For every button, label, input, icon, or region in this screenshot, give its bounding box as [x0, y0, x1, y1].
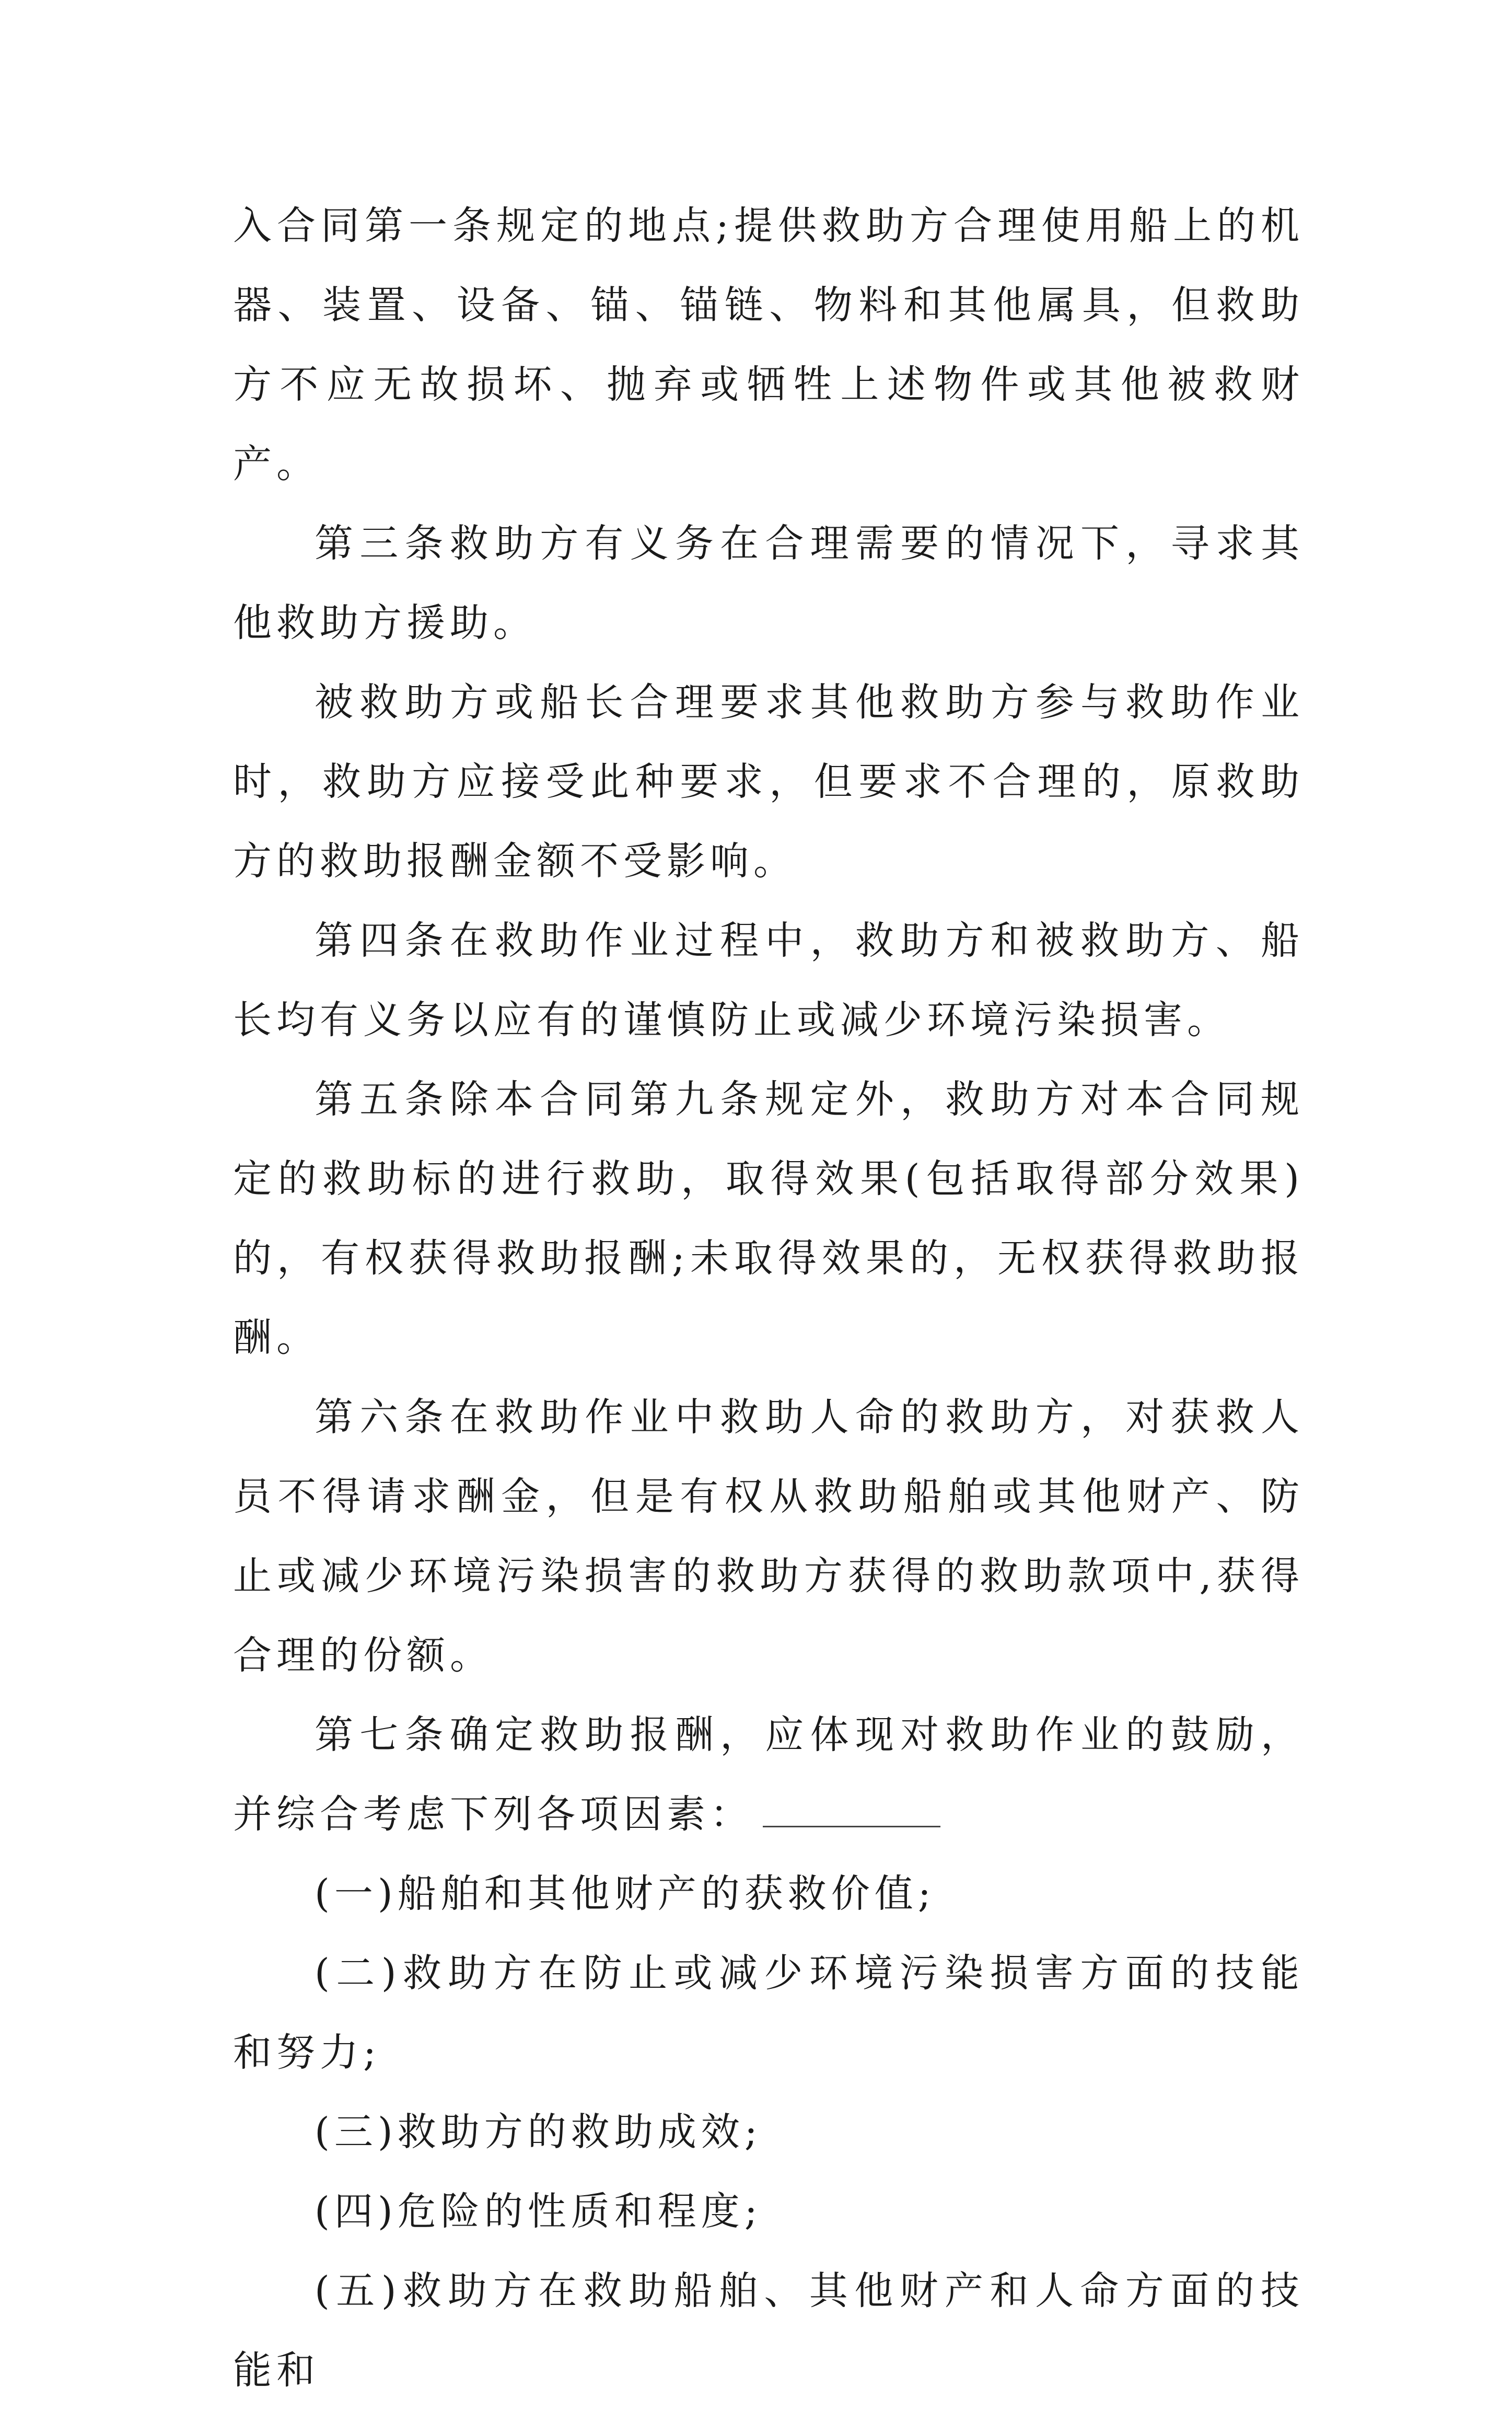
- paragraph-article-3: 第三条救助方有义务在合理需要的情况下，寻求其他救助方援助。: [233, 521, 1304, 645]
- paragraph-article-4: 第四条在救助作业过程中，救助方和被救助方、船长均有义务以应有的谨慎防止或减少环境污染损害。: [233, 918, 1304, 1042]
- paragraph-article-5: 第五条除本合同第九条规定外，救助方对本合同规定的救助标的进行救助，取得效果(包括取得部分效果)的，有权获得救助报酬;未取得效果的，无权获得救助报酬。: [233, 1077, 1304, 1360]
- paragraph-article-7: [233, 1695, 1304, 1854]
- list-item-1: (一)船舶和其他财产的获救价值;: [315, 1871, 936, 1916]
- article-7-text: 第七条确定救助报酬，应体现对救助作业的鼓励，并综合考虑下列各项因素：: [233, 1712, 1304, 1837]
- list-item-3: (三)救助方的救助成效;: [315, 2110, 762, 2154]
- list-item-2: (二)救助方在防止或减少环境污染损害方面的技能和努力;: [233, 1951, 1304, 2075]
- list-item-4: (四)危险的性质和程度;: [315, 2189, 762, 2234]
- paragraph-continuation: 入合同第一条规定的地点;提供救助方合理使用船上的机器、装置、设备、锚、锚链、物料和其他属具，但救助方不应无故损坏、抛弃或牺牲上述物件或其他被救财产。: [233, 203, 1304, 486]
- paragraph-article-6: 第六条在救助作业中救助人命的救助方，对获救人员不得请求酬金，但是有权从救助船舶或其他财产、防止或减少环境污染损害的救助方获得的救助款项中,获得合理的份额。: [233, 1395, 1304, 1678]
- list-item-5: (五)救助方在救助船舶、其他财产和人命方面的技能和: [233, 2268, 1304, 2393]
- contract-text: [233, 186, 1304, 2410]
- fill-in-blank[interactable]: [763, 1825, 940, 1827]
- paragraph-article-3-cont: 被救助方或船长合理要求其他救助方参与救助作业时，救助方应接受此种要求，但要求不合理的，原救助方的救助报酬金额不受影响。: [233, 680, 1304, 884]
